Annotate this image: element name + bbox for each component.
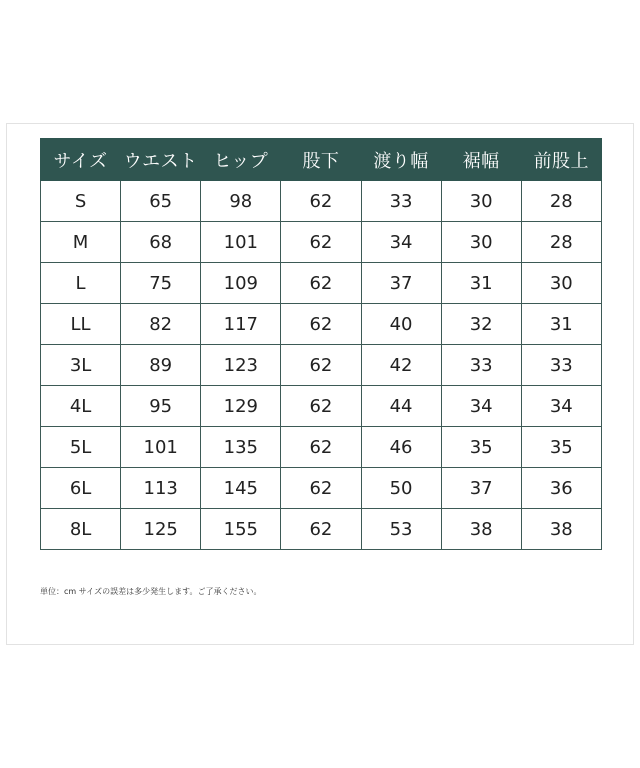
header-hem-width: 裾幅 [441,139,521,181]
cell-hem-width: 34 [441,386,521,427]
cell-inseam: 62 [281,222,361,263]
cell-thigh-width: 44 [361,386,441,427]
cell-hip: 123 [201,345,281,386]
cell-front-rise: 34 [521,386,601,427]
cell-size: 5L [41,427,121,468]
cell-inseam: 62 [281,304,361,345]
cell-thigh-width: 53 [361,509,441,550]
cell-thigh-width: 33 [361,181,441,222]
cell-thigh-width: 37 [361,263,441,304]
header-front-rise: 前股上 [521,139,601,181]
cell-waist: 125 [121,509,201,550]
cell-front-rise: 38 [521,509,601,550]
cell-hem-width: 31 [441,263,521,304]
footnote: 単位：cm サイズの誤差は多少発生します。ご了承ください。 [40,587,262,596]
cell-inseam: 62 [281,386,361,427]
cell-waist: 68 [121,222,201,263]
cell-front-rise: 36 [521,468,601,509]
header-thigh-width: 渡り幅 [361,139,441,181]
cell-waist: 101 [121,427,201,468]
cell-thigh-width: 46 [361,427,441,468]
cell-size: LL [41,304,121,345]
cell-hem-width: 32 [441,304,521,345]
table-row [41,468,602,509]
cell-hem-width: 37 [441,468,521,509]
cell-front-rise: 33 [521,345,601,386]
cell-front-rise: 28 [521,222,601,263]
cell-waist: 65 [121,181,201,222]
cell-front-rise: 31 [521,304,601,345]
header-waist: ウエスト [121,139,201,181]
table-row [41,181,602,222]
cell-hip: 145 [201,468,281,509]
table-body [41,181,602,550]
table-header-row [41,139,602,181]
cell-size: 4L [41,386,121,427]
cell-front-rise: 28 [521,181,601,222]
cell-inseam: 62 [281,345,361,386]
cell-thigh-width: 34 [361,222,441,263]
cell-size: M [41,222,121,263]
cell-thigh-width: 50 [361,468,441,509]
cell-waist: 89 [121,345,201,386]
table-row [41,345,602,386]
cell-hem-width: 35 [441,427,521,468]
cell-hem-width: 30 [441,222,521,263]
table-row [41,263,602,304]
cell-waist: 82 [121,304,201,345]
cell-hip: 98 [201,181,281,222]
header-size: サイズ [41,139,121,181]
cell-hem-width: 30 [441,181,521,222]
cell-size: 6L [41,468,121,509]
table-row [41,386,602,427]
table-row [41,427,602,468]
cell-front-rise: 35 [521,427,601,468]
cell-inseam: 62 [281,181,361,222]
cell-hip: 117 [201,304,281,345]
cell-hem-width: 38 [441,509,521,550]
cell-waist: 75 [121,263,201,304]
header-inseam: 股下 [281,139,361,181]
table-row [41,509,602,550]
cell-hip: 129 [201,386,281,427]
cell-inseam: 62 [281,263,361,304]
cell-size: 3L [41,345,121,386]
cell-size: L [41,263,121,304]
cell-inseam: 62 [281,468,361,509]
cell-hip: 109 [201,263,281,304]
header-hip: ヒップ [201,139,281,181]
cell-hem-width: 33 [441,345,521,386]
cell-size: S [41,181,121,222]
cell-hip: 155 [201,509,281,550]
cell-inseam: 62 [281,427,361,468]
table-row [41,304,602,345]
cell-thigh-width: 42 [361,345,441,386]
cell-hip: 135 [201,427,281,468]
table-row [41,222,602,263]
cell-inseam: 62 [281,509,361,550]
size-table [40,138,602,550]
cell-hip: 101 [201,222,281,263]
cell-waist: 113 [121,468,201,509]
cell-front-rise: 30 [521,263,601,304]
cell-size: 8L [41,509,121,550]
cell-waist: 95 [121,386,201,427]
cell-thigh-width: 40 [361,304,441,345]
